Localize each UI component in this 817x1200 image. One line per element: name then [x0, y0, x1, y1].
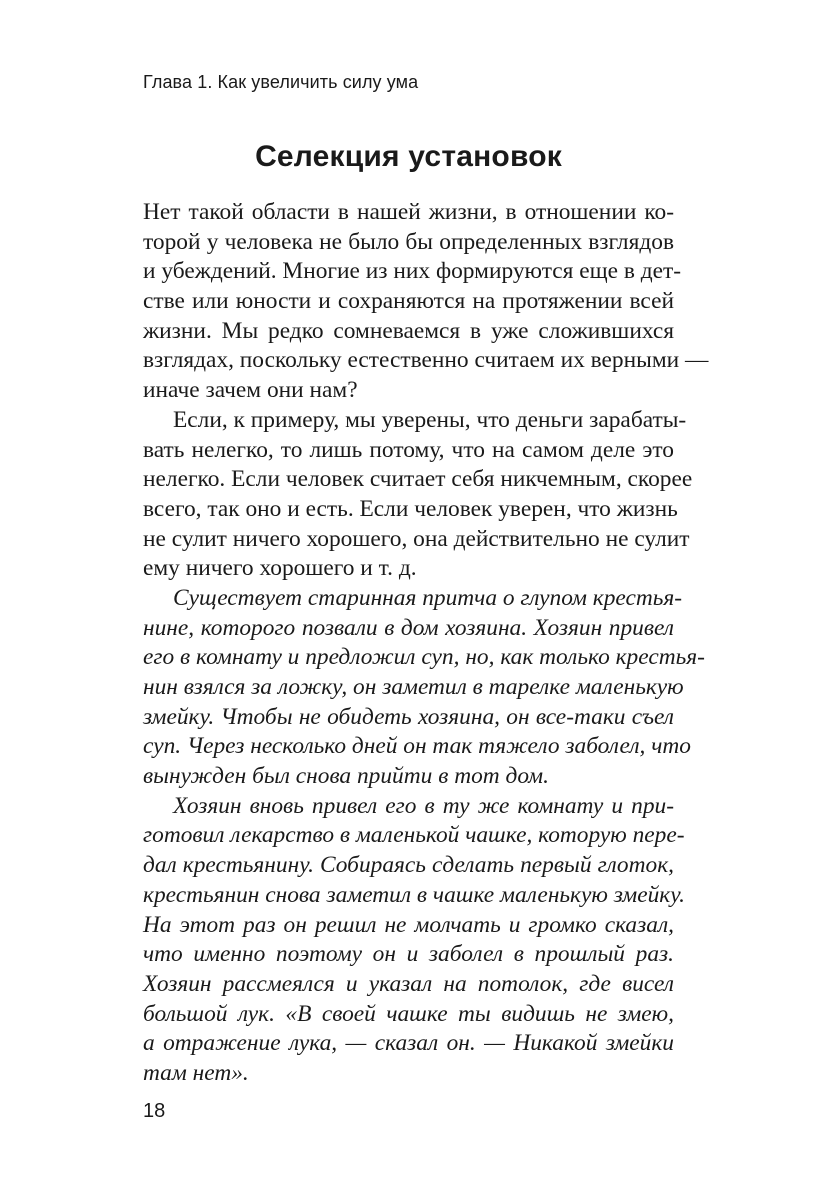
text-line: ему ничего хорошего и т. д.	[143, 555, 417, 582]
text-line: торой у человека не было бы определенных взглядов	[143, 228, 674, 255]
paragraph-4	[143, 792, 685, 1089]
running-head: Глава 1. Как увеличить силу ума	[143, 72, 419, 92]
text-line: Если, к примеру, мы уверены, что деньги зарабаты-	[173, 406, 687, 433]
text-line: вынужден был снова прийти в тот дом.	[143, 763, 549, 790]
text-line: всего, так оно и есть. Если человек уверен, что жизнь	[143, 495, 678, 522]
page-number: 18	[143, 1100, 166, 1122]
text-line: крестьянин снова заметил в чашке маленькую змейку.	[143, 881, 685, 908]
text-line: стве или юности и сохраняются на протяжении всей	[143, 288, 674, 315]
body-text	[143, 198, 709, 1089]
paragraph-3	[143, 584, 705, 792]
text-line: его в комнату и предложил суп, но, как только крестья-	[143, 644, 705, 671]
section-title: Селекция установок	[255, 140, 562, 173]
text-line: нелегко. Если человек считает себя никчемным, скорее	[143, 466, 693, 493]
text-line: иначе зачем они нам?	[143, 377, 358, 404]
text-line: Нет такой области в нашей жизни, в отношении ко-	[143, 199, 674, 225]
text-line: суп. Через несколько дней он так тяжело заболел, что	[143, 733, 691, 760]
text-line: там нет».	[143, 1059, 249, 1086]
text-line: змейку. Чтобы не обидеть хозяина, он все-таки съел	[143, 703, 674, 730]
text-line: и убеждений. Многие из них формируются еще в дет-	[143, 258, 682, 285]
text-line: что именно поэтому он и заболел в прошлый раз.	[143, 941, 674, 968]
text-line: жизни. Мы редко сомневаемся в уже сложившихся	[143, 317, 674, 344]
text-line: Хозяин рассмеялся и указал на потолок, где висел	[143, 970, 674, 997]
text-line: вать нелегко, то лишь потому, что на самом деле это	[143, 436, 674, 463]
text-line: Хозяин вновь привел его в ту же комнату и при-	[173, 792, 674, 819]
text-line: дал крестьянину. Собираясь сделать первый глоток,	[143, 852, 674, 879]
text-line: готовил лекарство в маленькой чашке, которую пере-	[143, 822, 685, 849]
paragraph-2	[143, 406, 693, 584]
text-line: большой лук. «В своей чашке ты видишь не змею,	[143, 1000, 674, 1027]
text-line: Существует старинная притча о глупом крестья-	[173, 584, 683, 611]
text-line: а отражение лука, — сказал он. — Никакой змейки	[143, 1030, 674, 1057]
text-line: взглядах, поскольку естественно считаем их верными —	[143, 347, 709, 374]
text-line: нине, которого позвали в дом хозяина. Хозяин привел	[143, 614, 674, 641]
text-line: нин взялся за ложку, он заметил в тарелке маленькую	[143, 674, 684, 700]
paragraph-1	[143, 198, 709, 406]
text-line: На этот раз он решил не молчать и громко сказал,	[143, 911, 674, 938]
text-line: не сулит ничего хорошего, она действительно не сулит	[143, 525, 690, 552]
